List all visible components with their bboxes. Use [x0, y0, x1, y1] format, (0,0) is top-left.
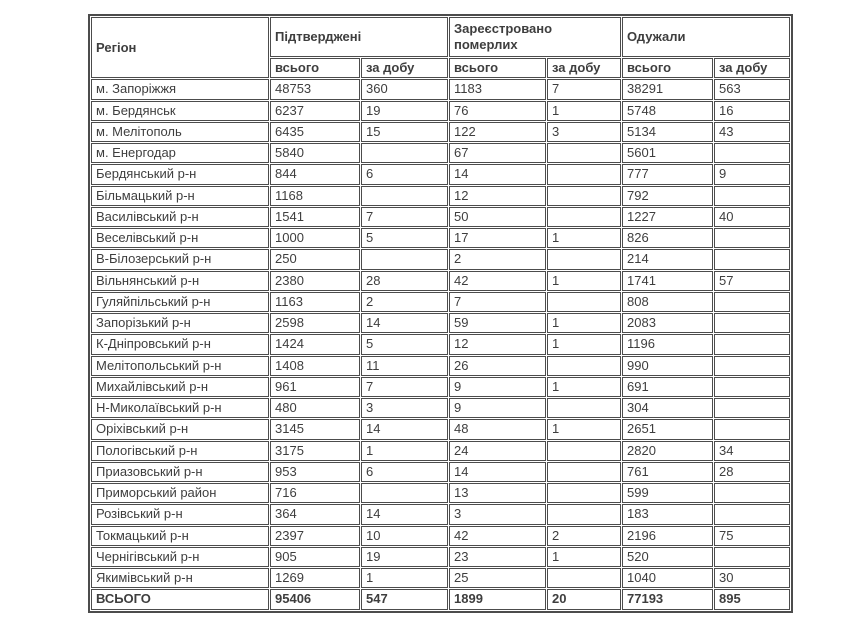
table-row	[91, 568, 790, 588]
region-cell: Розівський р-н	[91, 504, 269, 524]
table-row	[91, 547, 790, 567]
covid-stats-table	[88, 14, 793, 613]
value-cell: 6	[361, 164, 448, 184]
value-cell: 3	[547, 122, 621, 142]
table-header	[91, 17, 790, 78]
value-cell: 17	[449, 228, 546, 248]
region-cell: Оріхівський р-н	[91, 419, 269, 439]
value-cell: 2380	[270, 271, 360, 291]
table-row	[91, 441, 790, 461]
value-cell: 6237	[270, 101, 360, 121]
value-cell: 480	[270, 398, 360, 418]
region-cell: м. Мелітополь	[91, 122, 269, 142]
value-cell: 34	[714, 441, 790, 461]
value-cell	[547, 292, 621, 312]
value-cell	[547, 462, 621, 482]
value-cell: 95406	[270, 589, 360, 609]
value-cell: 14	[361, 313, 448, 333]
value-cell: 364	[270, 504, 360, 524]
value-cell: 67	[449, 143, 546, 163]
value-cell: 2397	[270, 526, 360, 546]
value-cell: 42	[449, 271, 546, 291]
value-cell	[714, 547, 790, 567]
value-cell	[714, 398, 790, 418]
value-cell: 1	[547, 419, 621, 439]
table-row	[91, 79, 790, 99]
value-cell	[547, 568, 621, 588]
value-cell	[547, 441, 621, 461]
value-cell: 5840	[270, 143, 360, 163]
value-cell	[547, 186, 621, 206]
header-deaths-total: всього	[449, 58, 546, 78]
value-cell	[547, 504, 621, 524]
value-cell: 2	[449, 249, 546, 269]
value-cell: 826	[622, 228, 713, 248]
value-cell: 20	[547, 589, 621, 609]
value-cell: 28	[361, 271, 448, 291]
region-cell: Пологівський р-н	[91, 441, 269, 461]
header-recovered-daily: за добу	[714, 58, 790, 78]
value-cell: 10	[361, 526, 448, 546]
table-row	[91, 462, 790, 482]
value-cell: 792	[622, 186, 713, 206]
value-cell	[714, 377, 790, 397]
value-cell: 14	[361, 419, 448, 439]
value-cell: 1196	[622, 334, 713, 354]
value-cell: 1	[547, 377, 621, 397]
table-row	[91, 186, 790, 206]
value-cell: 2196	[622, 526, 713, 546]
value-cell: 5601	[622, 143, 713, 163]
value-cell: 3	[361, 398, 448, 418]
value-cell: 808	[622, 292, 713, 312]
value-cell: 5134	[622, 122, 713, 142]
value-cell: 14	[449, 462, 546, 482]
value-cell: 24	[449, 441, 546, 461]
table-body	[91, 79, 790, 609]
value-cell	[361, 249, 448, 269]
value-cell: 1541	[270, 207, 360, 227]
region-cell: К-Дніпровський р-н	[91, 334, 269, 354]
value-cell: 183	[622, 504, 713, 524]
value-cell: 9	[714, 164, 790, 184]
region-cell: Вільнянський р-н	[91, 271, 269, 291]
value-cell: 990	[622, 356, 713, 376]
value-cell: 1163	[270, 292, 360, 312]
value-cell: 1741	[622, 271, 713, 291]
value-cell: 1	[547, 271, 621, 291]
region-cell: Мелітопольський р-н	[91, 356, 269, 376]
value-cell	[714, 419, 790, 439]
value-cell: 2083	[622, 313, 713, 333]
value-cell: 15	[361, 122, 448, 142]
table-row	[91, 228, 790, 248]
value-cell: 14	[449, 164, 546, 184]
table-row	[91, 398, 790, 418]
value-cell: 76	[449, 101, 546, 121]
value-cell: 1227	[622, 207, 713, 227]
value-cell	[547, 249, 621, 269]
value-cell: 1	[361, 441, 448, 461]
region-cell: Якимівський р-н	[91, 568, 269, 588]
value-cell: 905	[270, 547, 360, 567]
region-cell: м. Енергодар	[91, 143, 269, 163]
value-cell: 5	[361, 334, 448, 354]
value-cell: 599	[622, 483, 713, 503]
header-recovered: Одужали	[622, 17, 790, 57]
value-cell: 214	[622, 249, 713, 269]
value-cell: 1269	[270, 568, 360, 588]
value-cell: 1183	[449, 79, 546, 99]
region-cell: Василівський р-н	[91, 207, 269, 227]
value-cell	[547, 398, 621, 418]
region-cell: Запорізький р-н	[91, 313, 269, 333]
table-row	[91, 271, 790, 291]
value-cell: 3145	[270, 419, 360, 439]
value-cell: 38291	[622, 79, 713, 99]
value-cell: 360	[361, 79, 448, 99]
table-row	[91, 313, 790, 333]
region-cell: Бердянський р-н	[91, 164, 269, 184]
value-cell: 5	[361, 228, 448, 248]
value-cell: 23	[449, 547, 546, 567]
value-cell: 2651	[622, 419, 713, 439]
value-cell: 563	[714, 79, 790, 99]
table-row	[91, 504, 790, 524]
value-cell	[714, 292, 790, 312]
region-cell: Н-Миколаївський р-н	[91, 398, 269, 418]
value-cell: 14	[361, 504, 448, 524]
value-cell	[714, 143, 790, 163]
region-cell: Приазовський р-н	[91, 462, 269, 482]
value-cell: 7	[547, 79, 621, 99]
value-cell: 1	[547, 101, 621, 121]
table-row	[91, 164, 790, 184]
table-row	[91, 122, 790, 142]
value-cell: 48753	[270, 79, 360, 99]
region-cell: ВСЬОГО	[91, 589, 269, 609]
value-cell: 122	[449, 122, 546, 142]
value-cell	[714, 356, 790, 376]
header-group-row	[91, 17, 790, 57]
value-cell: 9	[449, 398, 546, 418]
value-cell: 2	[547, 526, 621, 546]
table-row	[91, 292, 790, 312]
header-confirmed-daily: за добу	[361, 58, 448, 78]
value-cell: 1408	[270, 356, 360, 376]
value-cell: 11	[361, 356, 448, 376]
value-cell	[714, 504, 790, 524]
header-deaths: Зареєстровано померлих	[449, 17, 621, 57]
value-cell: 6435	[270, 122, 360, 142]
region-cell: Токмацький р-н	[91, 526, 269, 546]
region-cell: В-Білозерський р-н	[91, 249, 269, 269]
region-cell: Михайлівський р-н	[91, 377, 269, 397]
total-row	[91, 589, 790, 609]
value-cell: 777	[622, 164, 713, 184]
table-row	[91, 377, 790, 397]
value-cell: 30	[714, 568, 790, 588]
value-cell: 691	[622, 377, 713, 397]
value-cell: 1168	[270, 186, 360, 206]
header-confirmed-total: всього	[270, 58, 360, 78]
value-cell	[361, 143, 448, 163]
value-cell: 12	[449, 186, 546, 206]
value-cell: 1899	[449, 589, 546, 609]
table-row	[91, 143, 790, 163]
value-cell: 9	[449, 377, 546, 397]
region-cell: Веселівський р-н	[91, 228, 269, 248]
value-cell	[714, 483, 790, 503]
value-cell: 547	[361, 589, 448, 609]
value-cell: 40	[714, 207, 790, 227]
value-cell: 1	[361, 568, 448, 588]
value-cell: 961	[270, 377, 360, 397]
value-cell: 7	[361, 207, 448, 227]
value-cell: 7	[361, 377, 448, 397]
value-cell: 19	[361, 101, 448, 121]
value-cell: 5748	[622, 101, 713, 121]
value-cell: 3175	[270, 441, 360, 461]
value-cell: 19	[361, 547, 448, 567]
table-row	[91, 101, 790, 121]
value-cell: 6	[361, 462, 448, 482]
value-cell	[547, 483, 621, 503]
value-cell	[714, 228, 790, 248]
value-cell: 2598	[270, 313, 360, 333]
region-cell: Чернігівський р-н	[91, 547, 269, 567]
region-cell: Більмацький р-н	[91, 186, 269, 206]
value-cell	[714, 249, 790, 269]
value-cell: 716	[270, 483, 360, 503]
value-cell: 43	[714, 122, 790, 142]
header-region: Регіон	[91, 17, 269, 78]
value-cell: 25	[449, 568, 546, 588]
value-cell: 48	[449, 419, 546, 439]
value-cell	[547, 356, 621, 376]
value-cell: 26	[449, 356, 546, 376]
table-row	[91, 334, 790, 354]
value-cell: 16	[714, 101, 790, 121]
table-row	[91, 419, 790, 439]
value-cell: 520	[622, 547, 713, 567]
table-row	[91, 249, 790, 269]
value-cell: 75	[714, 526, 790, 546]
region-cell: м. Бердянськ	[91, 101, 269, 121]
table-row	[91, 207, 790, 227]
value-cell: 1	[547, 547, 621, 567]
value-cell: 895	[714, 589, 790, 609]
value-cell	[547, 207, 621, 227]
value-cell	[361, 483, 448, 503]
value-cell: 1	[547, 334, 621, 354]
value-cell: 2	[361, 292, 448, 312]
value-cell	[361, 186, 448, 206]
value-cell: 13	[449, 483, 546, 503]
value-cell: 28	[714, 462, 790, 482]
value-cell	[547, 143, 621, 163]
header-recovered-total: всього	[622, 58, 713, 78]
value-cell: 953	[270, 462, 360, 482]
value-cell: 50	[449, 207, 546, 227]
header-confirmed: Підтверджені	[270, 17, 448, 57]
value-cell: 7	[449, 292, 546, 312]
value-cell: 2820	[622, 441, 713, 461]
value-cell	[714, 313, 790, 333]
value-cell: 1000	[270, 228, 360, 248]
value-cell: 12	[449, 334, 546, 354]
value-cell: 1	[547, 228, 621, 248]
region-cell: Гуляйпільський р-н	[91, 292, 269, 312]
value-cell	[714, 334, 790, 354]
value-cell: 761	[622, 462, 713, 482]
value-cell: 42	[449, 526, 546, 546]
region-cell: м. Запоріжжя	[91, 79, 269, 99]
header-deaths-daily: за добу	[547, 58, 621, 78]
value-cell: 1040	[622, 568, 713, 588]
value-cell: 57	[714, 271, 790, 291]
table-row	[91, 483, 790, 503]
value-cell: 844	[270, 164, 360, 184]
value-cell: 59	[449, 313, 546, 333]
value-cell: 1	[547, 313, 621, 333]
table-row	[91, 356, 790, 376]
value-cell: 250	[270, 249, 360, 269]
value-cell: 1424	[270, 334, 360, 354]
value-cell: 77193	[622, 589, 713, 609]
value-cell	[547, 164, 621, 184]
value-cell: 304	[622, 398, 713, 418]
value-cell: 3	[449, 504, 546, 524]
table-container	[88, 14, 793, 613]
table-row	[91, 526, 790, 546]
region-cell: Приморський район	[91, 483, 269, 503]
value-cell	[714, 186, 790, 206]
